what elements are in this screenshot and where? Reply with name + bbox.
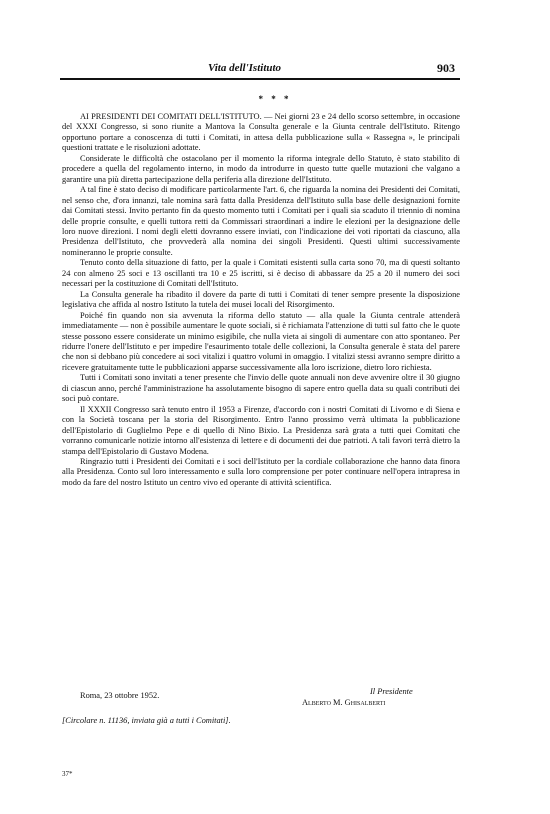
signer-name: Alberto M. Ghisalberti [302, 698, 386, 707]
page-number: 903 [437, 61, 455, 75]
article-body [62, 112, 460, 488]
circular-note: [Circolare n. 11136, inviata già a tutti i Comitati]. [62, 716, 231, 725]
paragraph: Ringrazio tutti i Presidenti dei Comitati e i soci dell'Istituto per la cordiale collaborazione che hanno data finora alla Presidenza. Conto sul loro interessamento e sulla loro comprensione per poter continuare nell'opera intrapresa in modo da fare del nostro Istituto un centro vivo ed operante di attività scientifica. [62, 456, 460, 487]
place-date: Roma, 23 ottobre 1952. [80, 691, 160, 700]
paragraph: Tutti i Comitati sono invitati a tener presente che l'invio delle quote annuali non deve avvenire oltre il 30 giugno di ciascun anno, perché l'amministrazione ha assolutamente bisogno di sapere entro quella data su quali contributi dei soci può contare. [62, 373, 460, 404]
section-separator: * * * [258, 94, 292, 104]
paragraph: Considerate le difficoltà che ostacolano per il momento la riforma integrale dello Statuto, è stato stabilito di procedere a quella del regolamento interno, in modo da introdurre in questo tutte quelle mutazioni che valgano a garantire una più diretta partecipazione della periferia alla direzione dell'Istituto. [62, 153, 460, 184]
signature-mark: 37* [62, 770, 73, 778]
paragraph: A tal fine è stato deciso di modificare particolarmente l'art. 6, che riguarda la nomina dei Presidenti dei Comitati, nel senso che, d'ora innanzi, tale nomina sarà fatta dalla Presidenza dell'Istituto sulla base delle designazioni fornite dai Comitati stessi. Invito pertanto fin da questo momento tutti i Comitati per i quali sia scaduto il triennio di nomina delle proprie consulte, e quelli tuttora retti da Commissari straordinari a indire le elezioni per la designazione delle loro nuove direzioni. I nomi degli eletti dovranno essere inviati, con l'indicazione dei voti riportati da ciascuno, alla Presidenza dell'Istituto, che provvederà alla nomina dei singoli Presidenti. Questi ultimi successivamente nomineranno le proprie consulte. [62, 185, 460, 257]
running-header [60, 62, 460, 76]
signature-block [62, 686, 460, 712]
running-title: Vita dell'Istituto [208, 62, 282, 74]
paragraph: La Consulta generale ha ribadito il dovere da parte di tutti i Comitati di tener sempre presente la disposizione legislativa che affida al nostro Istituto la tutela dei musei locali del Risorgimento. [62, 289, 460, 310]
header-rule [60, 78, 460, 80]
paragraph: Tenuto conto della situazione di fatto, per la quale i Comitati esistenti sulla carta sono 70, ma di questi soltanto 24 con almeno 25 soci e 13 oscillanti tra 10 e 25 iscritti, si è deciso di abbassare da 25 a 20 il numero dei soci necessari per la costituzione di Comitati dell'Istituto. [62, 258, 460, 289]
paragraph: Poiché fin quando non sia avvenuta la riforma dello statuto — alla quale la Giunta centrale attenderà immediatamente — non è possibile aumentare le quote sociali, si è richiamata l'attenzione di tutti sul fatto che le quote stesse possono essere considerate un minimo esigibile, che nulla vieta ai singoli di aumentare con atto spontaneo. Per ridurre l'onere dell'Istituto e per impedire l'esaurimento totale delle collezioni, la Consulta generale è stata del parere che non si debbano più concedere ai soci vitalizi i quattro volumi in omaggio. I vitalizi stessi avranno sempre diritto a ricevere gratuitamente tutte le pubblicazioni apparse successivamente alla loro iscrizione, dietro loro richiesta. [62, 310, 460, 372]
paragraph: Il XXXII Congresso sarà tenuto entro il 1953 a Firenze, d'accordo con i nostri Comitati di Livorno e di Siena e con la Società toscana per la storia del Risorgimento. Entro l'anno prossimo verrà ultimata la pubblicazione dell'Epistolario di Guglielmo Pepe e di quello di Nino Bixio. La Presidenza sarà grata a tutti quei Comitati che vorranno comunicarle notizie intorno all'esistenza di lettere e di documenti dei due patrioti. A tali favori terrà dietro la stampa dell'Epistolario di Gustavo Modena. [62, 404, 460, 456]
signer-role: Il Presidente [370, 687, 413, 696]
paragraph: AI PRESIDENTI DEI COMITATI DELL'ISTITUTO. — Nei giorni 23 e 24 dello scorso settembre, in occasione del XXXI Congresso, si sono riunite a Mantova la Consulta generale e la Giunta centrale dell'Istituto. Ritengo opportuno portare a conoscenza di tutti i Comitati, in attesa della pubblicazione sulla « Rassegna », le principali questioni trattate e le risoluzioni adottate. [62, 112, 460, 153]
